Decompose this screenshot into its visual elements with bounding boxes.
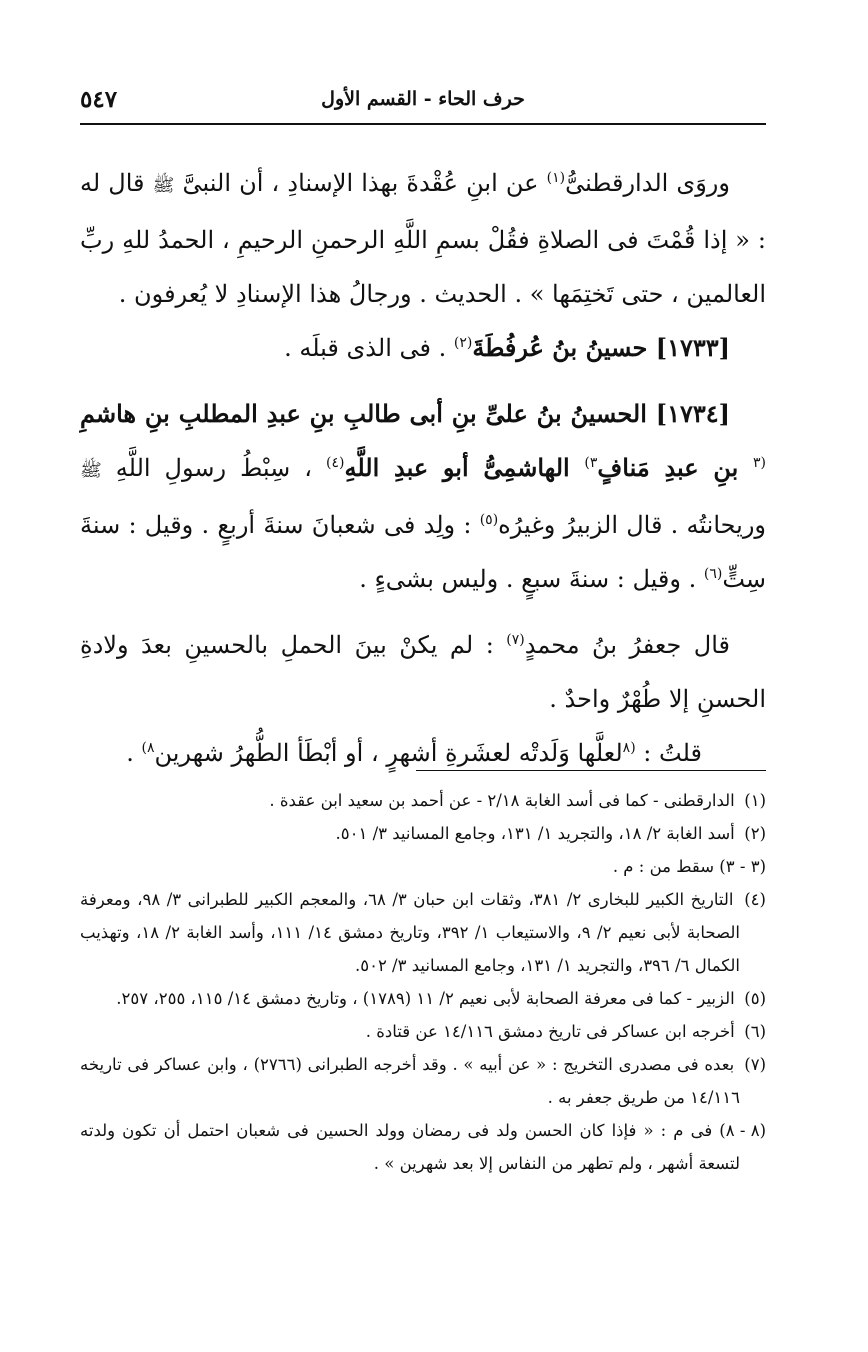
entry-number: [١٧٣٣] <box>655 333 730 362</box>
footnote-ref-6: (٦) <box>703 566 723 582</box>
footnotes <box>80 784 766 1180</box>
page-number: ٥٤٧ <box>80 86 118 113</box>
footnote-label: (٦) <box>744 1022 766 1041</box>
entry-name-part: بنِ عبدِ مَنافٍ <box>597 453 754 482</box>
running-head: حرف الحاء - القسم الأول <box>321 88 525 110</box>
footnote-ref-8-open: (٨ <box>622 740 636 756</box>
text-run: قلتُ : <box>635 739 702 767</box>
footnote-ref-4: (٤) <box>325 455 345 471</box>
paragraph-jafar <box>80 618 766 726</box>
text-run: . <box>126 739 142 767</box>
footnote-text: أسد الغابة ٢/ ١٨، والتجريد ١/ ١٣١، وجامع المسانيد ٣/ ٥٠١. <box>335 824 735 843</box>
main-text <box>80 156 766 780</box>
footnote-text: بعده فى مصدرى التخريج : « عن أبيه » . وقد أخرجه الطبرانى (٢٧٦٦) ، وابن عساكر فى تاريخه ١٤/١١٦ من طريق جعفر به . <box>80 1055 740 1107</box>
entry-name: حسينُ بنُ عُرفُطَةَ <box>472 333 656 362</box>
text-run: قال جعفرُ بنُ محمدٍ <box>524 631 730 659</box>
footnote-rule <box>416 770 766 771</box>
text-run: وريحانتُه . قال الزبيرُ وغيرُه <box>498 511 767 539</box>
header-rule <box>80 123 766 125</box>
footnote-8 <box>80 1114 766 1180</box>
page-header <box>80 84 766 120</box>
salla-ligature-icon: ﷺ <box>152 175 175 196</box>
paragraph-daraqutni <box>80 156 766 321</box>
footnote-label: (٧) <box>744 1055 766 1074</box>
text-run: لعلَّها وَلَدتْه لعشَرةِ أشهرٍ ، أو أبْطَأ الطُّهرُ شهرين <box>154 739 623 767</box>
footnote-ref-1: (١) <box>546 170 566 186</box>
salla-ligature-icon: ﷺ <box>80 460 102 481</box>
footnote-text: فى م : « فإذا كان الحسن ولد فى رمضان وولد الحسين فى شعبان احتمل أن تكون ولدته لتسعة أشهر ، ولم تطهر من النفاس إلا بعد شهرين » . <box>80 1121 740 1173</box>
text-run: : ولِد فى شعبانَ سنةَ أربعٍ . وقيل : سنةَ سِتٍّ <box>80 511 766 593</box>
footnote-label: (٨ - ٨) <box>719 1121 766 1140</box>
footnote-ref-3-close: ٣) <box>584 455 598 471</box>
footnote-text: الزبير - كما فى معرفة الصحابة لأبى نعيم ٢/ ١١ (١٧٨٩) ، وتاريخ دمشق ١٤/ ١١٥، ٢٥٥، ٢٥٧. <box>116 989 735 1008</box>
entry-name-part: الهاشمِىُّ أبو عبدِ اللَّهِ <box>344 453 585 482</box>
footnote-2 <box>80 817 766 850</box>
entry-name: الحسينُ بنُ علىِّ بنِ أبى طالبِ بنِ عبدِ المطلبِ بنِ هاشمِ <box>80 399 656 428</box>
footnote-label: (١) <box>744 791 766 810</box>
footnote-1 <box>80 784 766 817</box>
text-run: قال له : « إذا قُمْتَ فى الصلاةِ فقُلْ بسمِ اللَّهِ الرحمنِ الرحيمِ ، الحمدُ للهِ ربِّ العالمين ، حتى تَختِمَها » . الحديث . ورجالُ هذا الإسنادِ لا يُعرفون . <box>80 169 767 308</box>
entry-1733 <box>80 321 766 375</box>
text-run: ، سِبْطُ رسولِ اللَّهِ <box>101 454 326 482</box>
entry-1734 <box>80 387 766 606</box>
footnote-label: (٢) <box>744 824 766 843</box>
footnote-text: أخرجه ابن عساكر فى تاريخ دمشق ١٤/١١٦ عن قتادة . <box>365 1022 735 1041</box>
text-run: . فى الذى قبلَه . <box>284 334 454 362</box>
footnote-ref-2: (٢) <box>453 335 473 351</box>
footnote-label: (٤) <box>744 890 766 909</box>
footnote-ref-8-close: ٨) <box>141 740 155 756</box>
text-run: عن ابنِ عُقْدةَ بهذا الإسنادِ ، أن النبىَّ <box>174 169 547 197</box>
footnote-5 <box>80 982 766 1015</box>
footnote-text: التاريخ الكبير للبخارى ٢/ ٣٨١، وثقات ابن حبان ٣/ ٦٨، والمعجم الكبير للطبرانى ٣/ ٩٨، ومعرفة الصحابة لأبى نعيم ٢/ ٩، والاستيعاب ١/ ٣٩٢، وتاريخ دمشق ١٤/ ١١١، وأسد الغابة ٢/ ١٨، وتهذيب الكمال ٦/ ٣٩٦، والتجريد ١/ ١٣١، وجامع المسانيد ٣/ ٥٠٢. <box>80 890 740 975</box>
footnote-text: الدارقطنى - كما فى أسد الغابة ٢/١٨ - عن أحمد بن سعيد ابن عقدة . <box>269 791 735 810</box>
text-run: : لم يكنْ بينَ الحملِ بالحسينِ بعدَ ولادةِ الحسنِ إلا طُهْرٌ واحدٌ . <box>80 631 766 713</box>
footnote-ref-5: (٥) <box>479 512 499 528</box>
entry-number: [١٧٣٤] <box>655 399 731 428</box>
footnote-7 <box>80 1048 766 1114</box>
footnote-4 <box>80 883 766 982</box>
footnote-label: (٥) <box>744 989 766 1008</box>
paragraph-qultu <box>80 726 766 780</box>
footnote-text: سقط من : م . <box>612 857 715 876</box>
footnote-ref-7: (٧) <box>506 632 525 648</box>
footnote-label: (٣ - ٣) <box>719 857 766 876</box>
footnote-3 <box>80 850 766 883</box>
text-run: . وقيل : سنةَ سبعٍ . وليس بشىءٍ . <box>359 565 704 593</box>
footnote-ref-3-open: (٣ <box>753 455 767 471</box>
text-run: وروَى الدارقطنىُّ <box>565 169 730 197</box>
footnote-6 <box>80 1015 766 1048</box>
